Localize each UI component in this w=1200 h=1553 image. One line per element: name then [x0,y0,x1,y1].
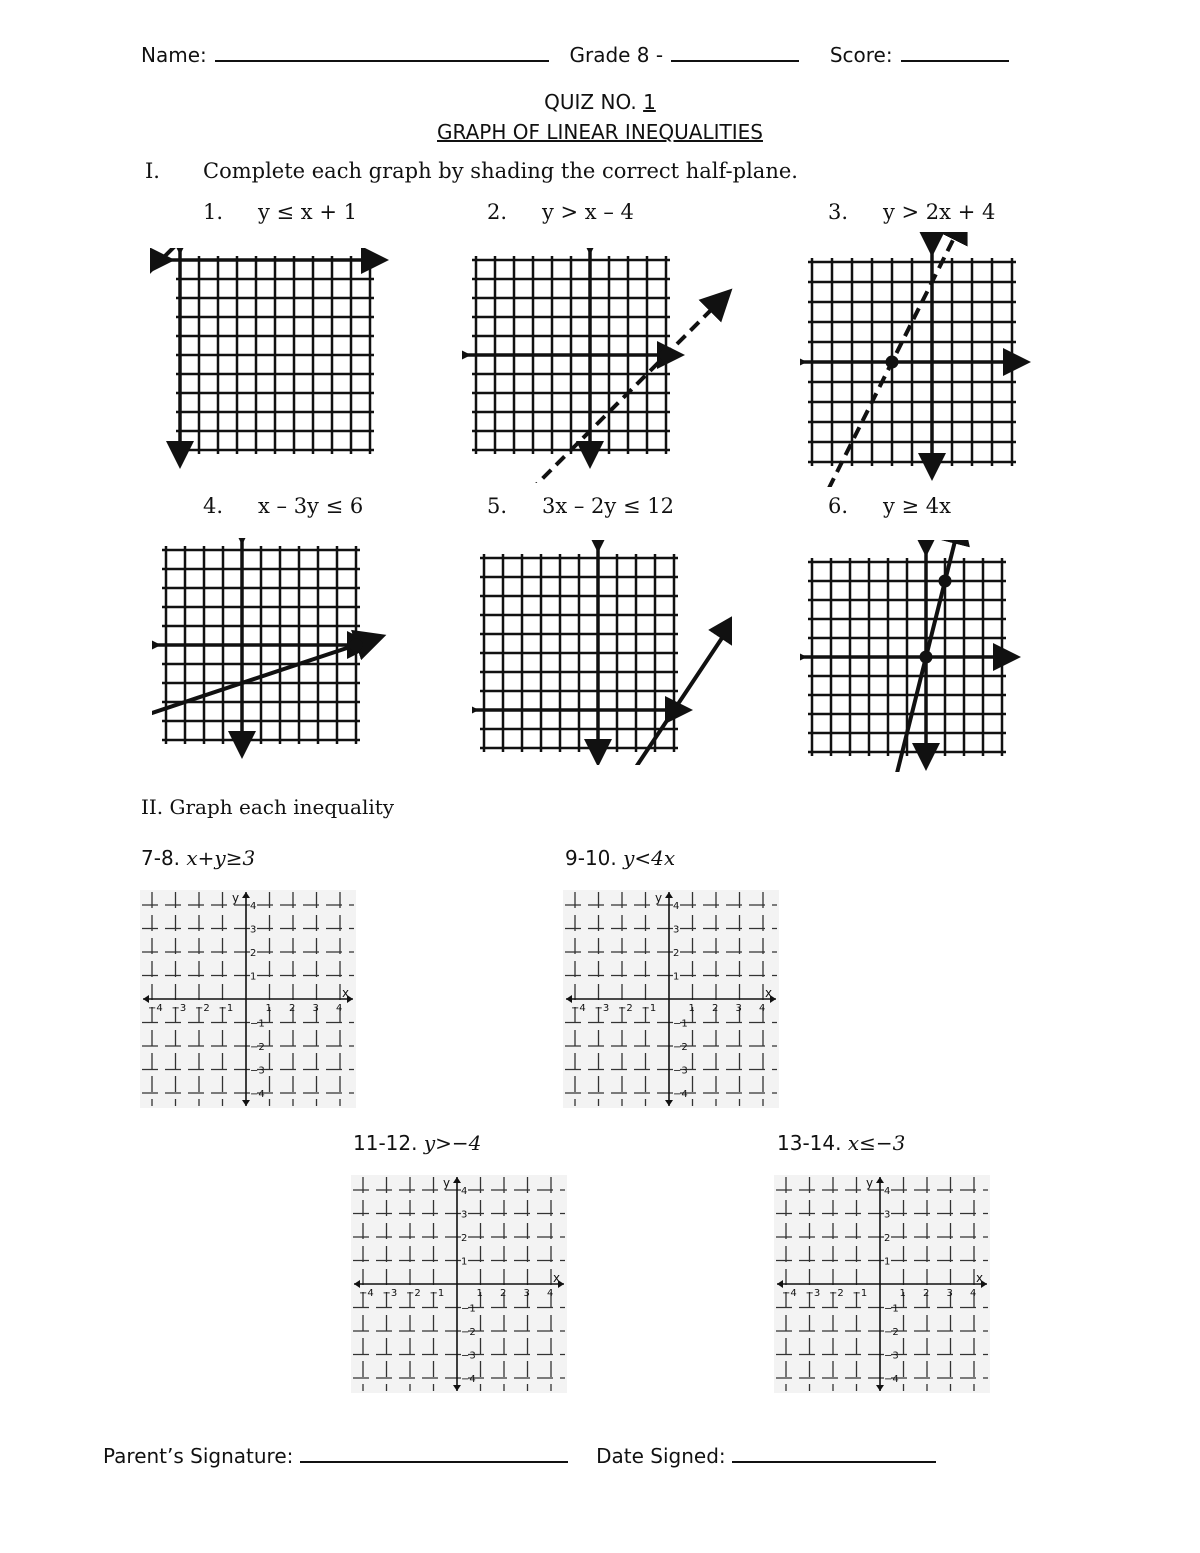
y-axis-label: y [655,891,663,905]
x-tick-label: 3 [523,1288,530,1299]
signature-label: Parent’s Signature: [103,1444,294,1468]
y-tick-label: 4 [884,1186,891,1197]
graph-1[interactable] [150,248,410,478]
x-tick-label: −4 [148,1003,163,1014]
y-tick-label: −4 [884,1374,899,1385]
y-tick-label: 1 [461,1256,468,1268]
problem-1-label: 1. y ≤ x + 1 [203,200,357,224]
boundary-point [660,349,673,362]
y-tick-label: −2 [673,1042,688,1053]
signature-row [103,1441,936,1468]
x-axis-label: x [342,986,350,1000]
y-tick-label: 3 [250,924,257,936]
graph-6[interactable] [800,540,1062,772]
y-tick-label: 2 [884,1233,891,1244]
boundary-point [350,639,363,652]
graph-5[interactable] [472,540,732,765]
x-tick-label: 2 [712,1003,719,1014]
part1-heading [145,159,798,183]
x-tick-label: −3 [382,1288,398,1299]
y-tick-label: −4 [250,1089,265,1100]
graph-3[interactable] [800,232,1060,487]
x-axis-label: x [976,1271,984,1285]
date-label: Date Signed: [596,1444,726,1468]
x-tick-label: −3 [805,1288,821,1299]
x-axis-label: x [765,986,773,1000]
y-tick-label: −1 [673,1018,688,1030]
x-tick-label: 4 [547,1288,554,1299]
y-tick-label: 3 [884,1209,891,1221]
x-tick-label: 2 [500,1288,507,1299]
x-tick-label: −2 [829,1288,844,1299]
y-tick-label: −1 [250,1018,265,1030]
y-tick-label: −4 [673,1089,688,1100]
x-tick-label: −4 [571,1003,586,1014]
problem-13-14-label: 13-14. x≤−3 [777,1131,906,1155]
y-tick-label: 2 [250,948,257,959]
boundary-point [668,704,681,717]
x-tick-label: −1 [641,1003,657,1014]
y-tick-label: −2 [461,1327,476,1338]
x-tick-label: 4 [759,1003,766,1014]
y-tick-label: −4 [461,1374,476,1385]
problem-7-8-label: 7-8. x+y≥3 [141,846,256,870]
y-tick-label: −3 [250,1065,265,1077]
name-label: Name: [141,43,207,67]
y-tick-label: −3 [461,1350,476,1362]
score-blank[interactable] [901,40,1009,62]
part2-heading: II. Graph each inequality [141,795,395,819]
boundary-point [886,356,899,369]
problem-6-label: 6. y ≥ 4x [828,494,952,518]
problem-3-label: 3. y > 2x + 4 [828,200,996,224]
x-tick-label: −3 [171,1003,187,1014]
boundary-point [939,575,952,588]
y-tick-label: 1 [250,971,257,983]
y-tick-label: 4 [461,1186,468,1197]
x-tick-label: −2 [406,1288,421,1299]
x-tick-label: 3 [735,1003,742,1014]
y-tick-label: −2 [250,1042,265,1053]
y-tick-label: 4 [250,901,257,912]
y-tick-label: 2 [461,1233,468,1244]
y-axis-label: y [866,1176,874,1190]
y-tick-label: 2 [673,948,680,959]
x-tick-label: 2 [923,1288,930,1299]
x-tick-label: 3 [312,1003,319,1014]
grade-label: Grade 8 - [569,43,664,67]
blank-grid-11-12[interactable] [351,1175,567,1393]
x-tick-label: 1 [688,1003,695,1014]
blank-grid-9-10[interactable] [563,890,779,1108]
quiz-prefix: QUIZ NO. [544,90,637,114]
grade-blank[interactable] [671,40,799,62]
graph-4[interactable] [152,538,424,760]
graph-2[interactable] [462,248,737,483]
x-tick-label: −2 [618,1003,633,1014]
y-tick-label: −2 [884,1327,899,1338]
y-tick-label: −1 [461,1303,476,1315]
y-tick-label: −3 [673,1065,688,1077]
x-tick-label: 2 [289,1003,296,1014]
x-tick-label: −1 [218,1003,234,1014]
x-axis-label: x [553,1271,561,1285]
x-tick-label: 4 [970,1288,977,1299]
y-tick-label: 3 [461,1209,468,1221]
problem-9-10-label: 9-10. y<4x [565,846,676,870]
problem-5-label: 5. 3x – 2y ≤ 12 [487,494,674,518]
x-tick-label: 1 [476,1288,483,1299]
blank-grid-13-14[interactable] [774,1175,990,1393]
problem-4-label: 4. x – 3y ≤ 6 [203,494,364,518]
x-tick-label: 4 [336,1003,343,1014]
x-tick-label: −1 [429,1288,445,1299]
y-tick-label: −3 [884,1350,899,1362]
quiz-title [0,90,1200,114]
x-tick-label: −3 [594,1003,610,1014]
problem-2-label: 2. y > x – 4 [487,200,634,224]
date-blank[interactable] [732,1441,936,1463]
score-label: Score: [829,43,893,67]
y-tick-label: 4 [673,901,680,912]
boundary-point [920,651,933,664]
x-tick-label: −4 [359,1288,374,1299]
quiz-number: 1 [643,90,656,114]
problem-11-12-label: 11-12. y>−4 [353,1131,482,1155]
signature-blank[interactable] [300,1441,568,1463]
x-tick-label: 1 [265,1003,272,1014]
quiz-subtitle: GRAPH OF LINEAR INEQUALITIES [437,120,763,144]
x-tick-label: −1 [852,1288,868,1299]
y-tick-label: −1 [884,1303,899,1315]
x-tick-label: −2 [195,1003,210,1014]
blank-grid-7-8[interactable] [140,890,356,1108]
y-tick-label: 1 [673,971,680,983]
y-axis-label: y [443,1176,451,1190]
y-axis-label: y [232,891,240,905]
student-info-row [141,40,1011,67]
x-tick-label: 3 [946,1288,953,1299]
y-tick-label: 1 [884,1256,891,1268]
part1-numeral: I. [145,159,160,183]
name-blank[interactable] [215,40,549,62]
x-tick-label: −4 [782,1288,797,1299]
y-tick-label: 3 [673,924,680,936]
part1-instruction: Complete each graph by shading the correct half-plane. [203,159,798,183]
x-tick-label: 1 [899,1288,906,1299]
